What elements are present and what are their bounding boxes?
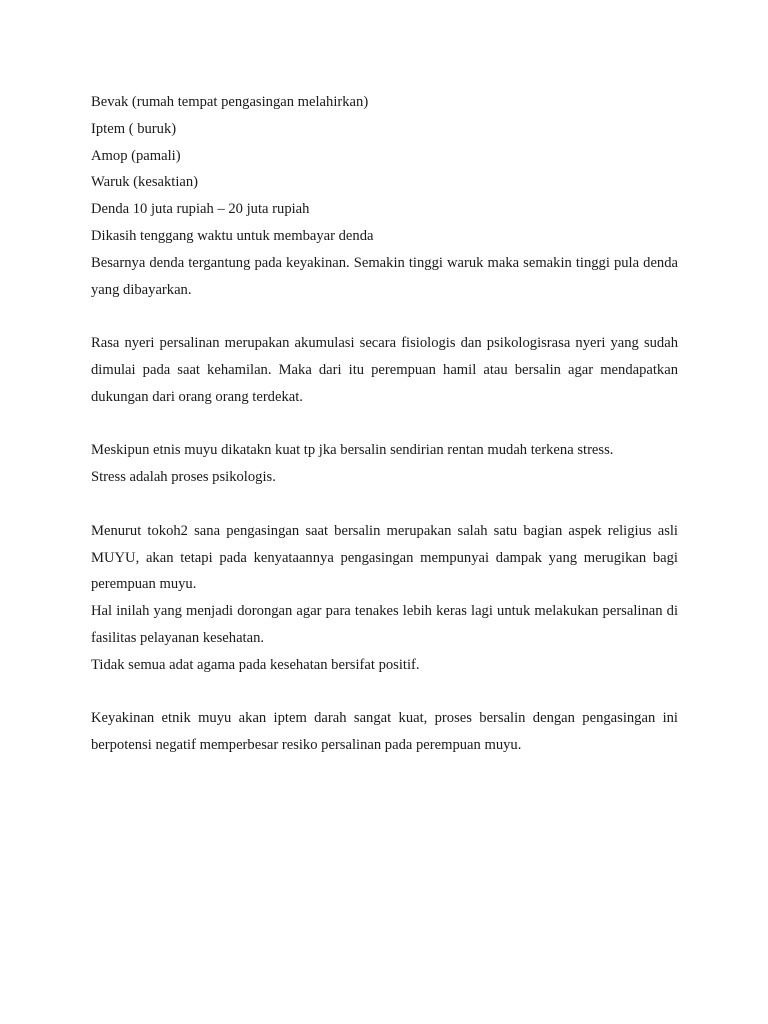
line-iptem: Iptem ( buruk) — [91, 120, 177, 137]
line-stress-psikologis: Stress adalah proses psikologis. — [91, 469, 276, 486]
line-waruk: Waruk (kesaktian) — [91, 174, 199, 191]
paragraph-keyakinan-iptem: Keyakinan etnik muyu akan iptem darah sangat kuat, proses bersalin dengan pengasingan ini berpotensi negatif memperbesar resiko persalinan pada perempuan muyu. — [91, 710, 678, 754]
paragraph-nyeri-persalinan: Rasa nyeri persalinan merupakan akumulasi secara fisiologis dan psikologisrasa nyeri yang sudah dimulai pada saat kehamilan. Maka dari itu perempuan hamil atau bersalin agar mendapatkan dukungan dari orang orang terdekat. — [91, 335, 678, 405]
line-besarnya-denda: Besarnya denda tergantung pada keyakinan. Semakin tinggi waruk maka semakin tinggi pula denda yang dibayarkan. — [91, 254, 678, 298]
line-bevak: Bevak (rumah tempat pengasingan melahirkan) — [91, 94, 369, 110]
line-denda: Denda 10 juta rupiah – 20 juta rupiah — [91, 201, 310, 218]
line-adat-agama: Tidak semua adat agama pada kesehatan bersifat positif. — [91, 656, 420, 673]
line-amop: Amop (pamali) — [91, 147, 181, 164]
line-etnis-muyu-stress: Meskipun etnis muyu dikatakn kuat tp jka bersalin sendirian rentan mudah terkena stress. — [91, 442, 614, 459]
line-tenggang: Dikasih tenggang waktu untuk membayar denda — [91, 227, 374, 244]
document-body — [91, 89, 678, 759]
paragraph-tenakes: Hal inilah yang menjadi dorongan agar para tenakes lebih keras lagi untuk melakukan persalinan di fasilitas pelayanan kesehatan. — [91, 603, 678, 646]
paragraph-tokoh-pengasingan: Menurut tokoh2 sana pengasingan saat bersalin merupakan salah satu bagian aspek religius asli MUYU, akan tetapi pada kenyataannya pengasingan mempunyai dampak yang merugikan bagi perempuan muyu. — [91, 522, 678, 593]
